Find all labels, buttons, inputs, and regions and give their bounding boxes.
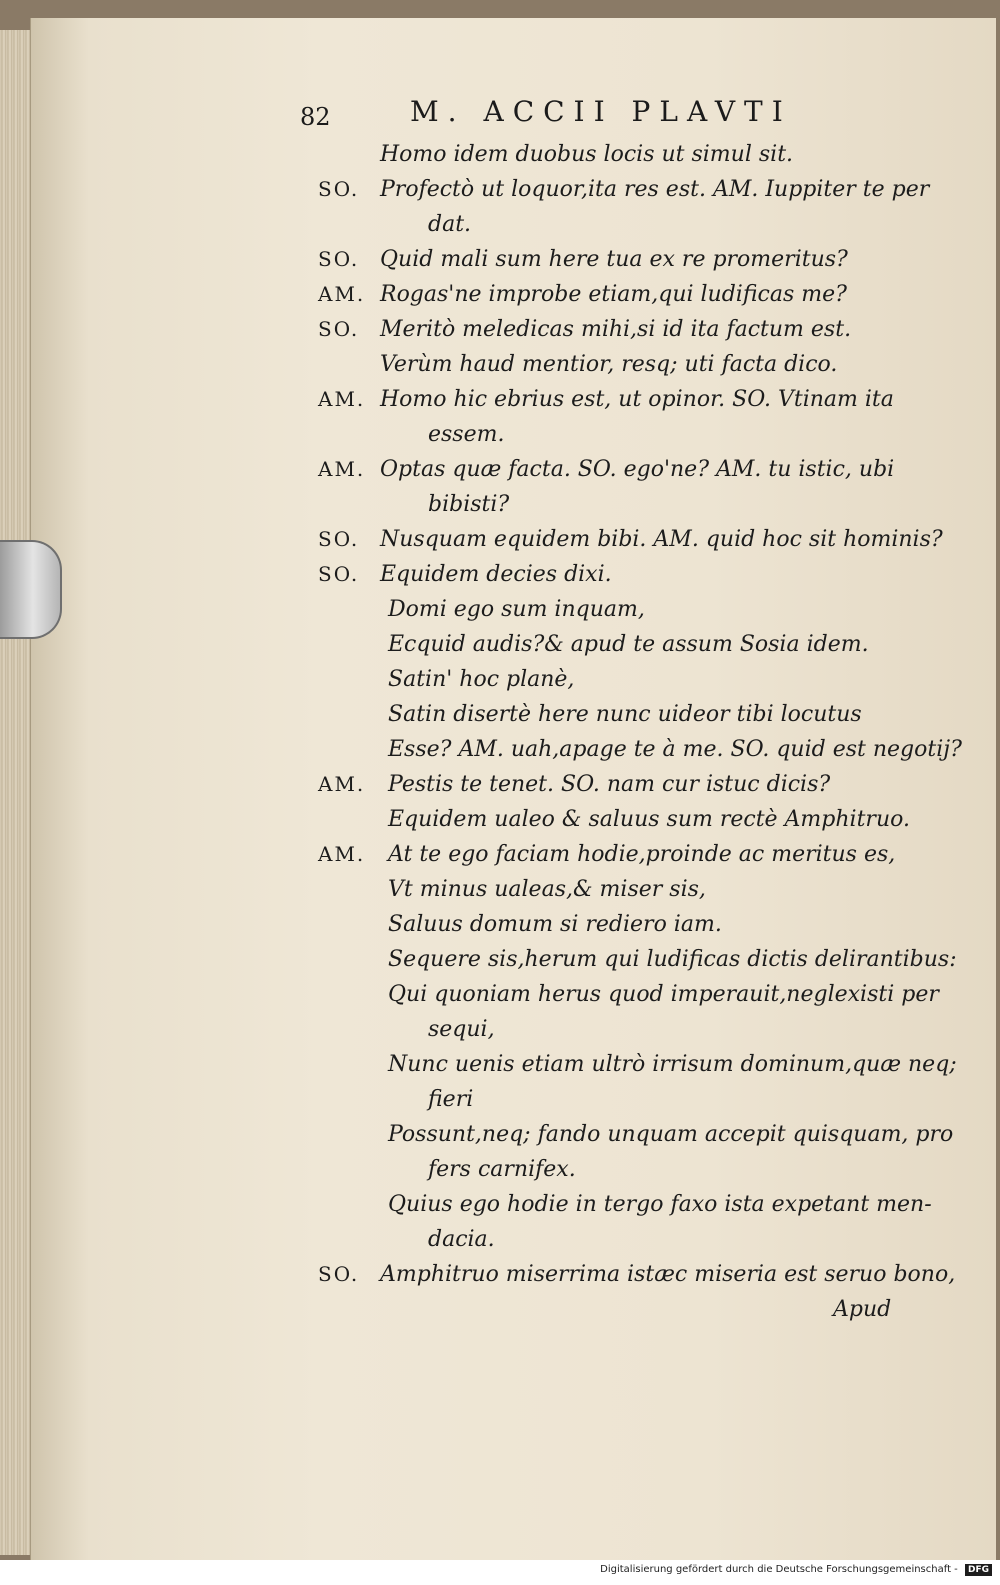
verse-text: dacia. <box>428 1227 495 1252</box>
catchword: Apud <box>833 1297 892 1322</box>
verse-text: Meritò meledicas mihi,si id ita factum est. <box>380 317 852 342</box>
text-line <box>318 1262 956 1297</box>
text-line <box>318 702 918 737</box>
text-line <box>318 142 918 177</box>
verse-text: Optas quæ facta. SO. ego'ne? AM. tu istic, ubi <box>380 457 895 482</box>
verse-text: essem. <box>428 422 505 447</box>
text-line <box>318 807 918 842</box>
speaker-label: AM. <box>318 457 366 481</box>
verse-text: Quid mali sum here tua ex re promeritus? <box>380 247 848 272</box>
text-line <box>318 912 918 947</box>
text-line <box>318 877 918 912</box>
text-line <box>318 527 943 562</box>
verse-text: Homo idem duobus locis ut simul sit. <box>380 142 794 167</box>
speaker-label: SO. <box>318 527 360 551</box>
verse-text: Quius ego hodie in tergo faxo ista expetant men- <box>388 1192 932 1217</box>
text-line <box>318 562 918 597</box>
verse-text: dat. <box>428 212 472 237</box>
text-line <box>318 212 918 247</box>
text-line <box>318 772 918 807</box>
verse-text: Ecquid audis?& apud te assum Sosia idem. <box>388 632 869 657</box>
speaker-label: SO. <box>318 177 360 201</box>
text-line <box>318 282 918 317</box>
text-line <box>318 1017 918 1052</box>
verse-text: Amphitruo miserrima istæc miseria est seruo bono, <box>380 1262 956 1287</box>
text-line <box>318 387 918 422</box>
verse-text: Verùm haud mentior, resq; uti facta dico. <box>380 352 838 377</box>
speaker-label: AM. <box>318 772 366 796</box>
text-line <box>318 1227 918 1262</box>
verse-text: Nunc uenis etiam ultrò irrisum dominum,quæ neq; <box>388 1052 957 1077</box>
text-line <box>318 1157 918 1192</box>
text-line <box>318 1192 932 1227</box>
text-line <box>318 1087 918 1122</box>
running-title: M. ACCII PLAVTI <box>410 95 792 128</box>
page-clip <box>0 540 62 639</box>
text-line <box>318 947 957 982</box>
verse-text: Esse? AM. uah,apage te à me. SO. quid est negotij? <box>388 737 962 762</box>
text-line <box>318 842 918 877</box>
text-line <box>318 632 918 667</box>
text-line <box>318 1052 957 1087</box>
credit-text: Digitalisierung gefördert durch die Deutsche Forschungsgemeinschaft - <box>600 1564 958 1575</box>
text-line <box>318 667 918 702</box>
text-line <box>318 317 918 352</box>
digitization-credit <box>600 1564 992 1576</box>
verse-text: Rogas'ne improbe etiam,qui ludificas me? <box>380 282 847 307</box>
verse-text: Satin disertè here nunc uideor tibi locutus <box>388 702 862 727</box>
text-line <box>318 597 918 632</box>
verse-text: Nusquam equidem bibi. AM. quid hoc sit hominis? <box>380 527 943 552</box>
page-number: 82 <box>300 103 331 131</box>
verse-text: bibisti? <box>428 492 510 517</box>
verse-text: Homo hic ebrius est, ut opinor. SO. Vtinam ita <box>380 387 894 412</box>
dfg-logo: DFG <box>965 1564 992 1576</box>
speaker-label: SO. <box>318 562 360 586</box>
speaker-label: AM. <box>318 842 366 866</box>
text-line <box>318 422 918 457</box>
text-line <box>318 492 918 527</box>
verse-text: Saluus domum si rediero iam. <box>388 912 722 937</box>
verse-text: Satin' hoc planè, <box>388 667 575 692</box>
verse-text: Vt minus ualeas,& miser sis, <box>388 877 706 902</box>
text-line <box>318 982 939 1017</box>
speaker-label: AM. <box>318 282 366 306</box>
verse-text: Possunt,neq; fando unquam accepit quisquam, pro <box>388 1122 954 1147</box>
text-line <box>318 177 930 212</box>
verse-text: sequi, <box>428 1017 495 1042</box>
verse-text: Equidem ualeo & saluus sum rectè Amphitruo. <box>388 807 910 832</box>
play-text <box>318 142 962 1332</box>
text-line <box>318 457 918 492</box>
verse-text: fieri <box>428 1087 474 1112</box>
speaker-label: AM. <box>318 387 366 411</box>
text-line <box>318 1122 954 1157</box>
verse-text: At te ego faciam hodie,proinde ac meritus es, <box>388 842 896 867</box>
text-line <box>318 1297 918 1332</box>
verse-text: fers carnifex. <box>428 1157 576 1182</box>
verse-text: Equidem decies dixi. <box>380 562 612 587</box>
text-line <box>318 247 918 282</box>
text-line <box>318 737 962 772</box>
verse-text: Sequere sis,herum qui ludificas dictis delirantibus: <box>388 947 957 972</box>
speaker-label: SO. <box>318 317 360 341</box>
verse-text: Pestis te tenet. SO. nam cur istuc dicis? <box>388 772 831 797</box>
verse-text: Qui quoniam herus quod imperauit,neglexisti per <box>388 982 939 1007</box>
text-line <box>318 352 918 387</box>
verse-text: Domi ego sum inquam, <box>388 597 645 622</box>
speaker-label: SO. <box>318 1262 360 1286</box>
speaker-label: SO. <box>318 247 360 271</box>
verse-text: Profectò ut loquor,ita res est. AM. Iuppiter te per <box>380 177 930 202</box>
